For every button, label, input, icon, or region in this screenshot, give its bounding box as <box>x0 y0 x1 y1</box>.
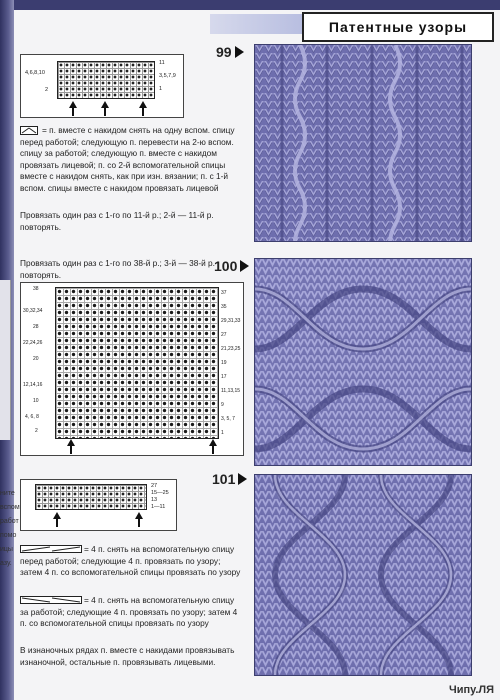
chart-row-label: 17 <box>221 374 227 380</box>
pattern-101-legend-1: = 4 п. снять на вспомогательную спицу перед работой; следующие 4 п. провязать по узору; затем 4 п. со вспомогательной спицы провязать по узору <box>20 544 241 578</box>
chart-row-label: 2 <box>35 428 38 434</box>
chart-row-label: 15—25 <box>151 490 169 496</box>
repeat-arrows <box>21 510 176 529</box>
top-binding-band <box>0 0 500 10</box>
chart-101 <box>20 479 177 531</box>
header-accent-bar <box>210 14 306 34</box>
pattern-99-legend: = п. вместе с накидом снять на одну вспом. спицу перед работой; следующую п. перевести на 2-ю вспом. спицу за работой; следующую п. вместе с накидом провязать лицевой; п. со 2-й вспомогательной спицы вместе с накидом снять, как при изн. вязании; п. с 1-й вспом. спицы вместе с накидом провязать лицевой <box>20 125 235 193</box>
chart-row-label: 11 <box>159 60 165 66</box>
chart-row-label: 12,14,16 <box>23 382 43 388</box>
pointer-arrow-icon <box>238 473 247 485</box>
chart-row-label: 11,13,15 <box>221 388 241 394</box>
chart-100-right-labels <box>221 287 243 437</box>
chart-row-label: 20 <box>33 356 39 362</box>
left-page-fragment-text: ицы <box>0 546 13 553</box>
pattern-100-photo <box>254 258 472 466</box>
pattern-99-repeat: Провязать один раз с 1-го по 11-й р.; 2-й — 11-й р. повторять. <box>20 210 214 232</box>
chart-row-label: 28 <box>33 324 39 330</box>
pattern-100-repeat: Провязать один раз с 1-го по 38-й р.; 3-й — 38-й р. повторять. <box>20 258 215 280</box>
chart-row-label: 30,32,34 <box>23 308 43 314</box>
chart-row-label: 10 <box>33 398 39 404</box>
chart-100-grid <box>55 287 219 439</box>
chart-row-label: 9 <box>221 402 224 408</box>
pointer-arrow-icon <box>235 46 244 58</box>
chart-row-label: 35 <box>221 304 227 310</box>
pattern-99-number: 99 <box>216 44 244 60</box>
chart-101-grid <box>35 484 147 510</box>
chart-100 <box>20 282 244 456</box>
chart-row-label: 4, 6, 8 <box>25 414 39 420</box>
left-page-fragment <box>0 280 11 440</box>
chart-row-label: 27 <box>221 332 227 338</box>
chart-row-label: 21,23,25 <box>221 346 241 352</box>
pattern-100-number: 100 <box>214 258 249 274</box>
chart-row-label: 2 <box>45 87 49 93</box>
chart-row-label: 1 <box>221 430 224 436</box>
pattern-99-photo <box>254 44 472 242</box>
page-title: Патентные узоры <box>302 12 494 42</box>
chart-99 <box>20 54 184 118</box>
chart-row-label: 19 <box>221 360 227 366</box>
chart-row-label: 13 <box>151 497 158 503</box>
repeat-arrows <box>21 97 183 117</box>
chart-100-left-labels <box>23 287 55 437</box>
chart-row-label: 37 <box>221 290 227 296</box>
chart-row-label: 3,5,7,9 <box>159 73 176 79</box>
chart-row-label: 22,24,26 <box>23 340 43 346</box>
left-page-fragment-text: помо <box>0 532 17 539</box>
chart-row-label: 29,31,33 <box>221 318 241 324</box>
pattern-101-purl-note: В изнаночных рядах п. вместе с накидами провязывать изнаночной, остальные п. провязывать лицевыми. <box>20 645 235 667</box>
repeat-arrows <box>21 437 243 455</box>
watermark: Чипу.ЛЯ <box>449 684 494 696</box>
chart-row-label: 1 <box>159 86 163 92</box>
left-page-fragment-text: азу. <box>0 560 12 567</box>
chart-row-label: 1—11 <box>151 504 166 510</box>
chart-row-label: 3, 5, 7 <box>221 416 235 422</box>
pointer-arrow-icon <box>240 260 249 272</box>
left-page-fragment-text: работ <box>0 518 19 525</box>
chart-99-grid <box>57 61 155 99</box>
left-page-fragment-text: вспом <box>0 504 20 511</box>
left-page-fragment-text: ните <box>0 490 15 497</box>
pattern-101-number: 101 <box>212 471 247 487</box>
pattern-101-legend-2: = 4 п. снять на вспомогательную спицу за работой; следующие 4 п. провязать по узору; затем 4 п. со вспомогательной спицы провязать по узору <box>20 595 238 629</box>
chart-row-label: 4,6,8,10 <box>25 70 45 76</box>
pattern-101-photo <box>254 474 472 676</box>
chart-row-label: 27 <box>151 483 158 489</box>
chart-row-label: 38 <box>33 286 39 292</box>
